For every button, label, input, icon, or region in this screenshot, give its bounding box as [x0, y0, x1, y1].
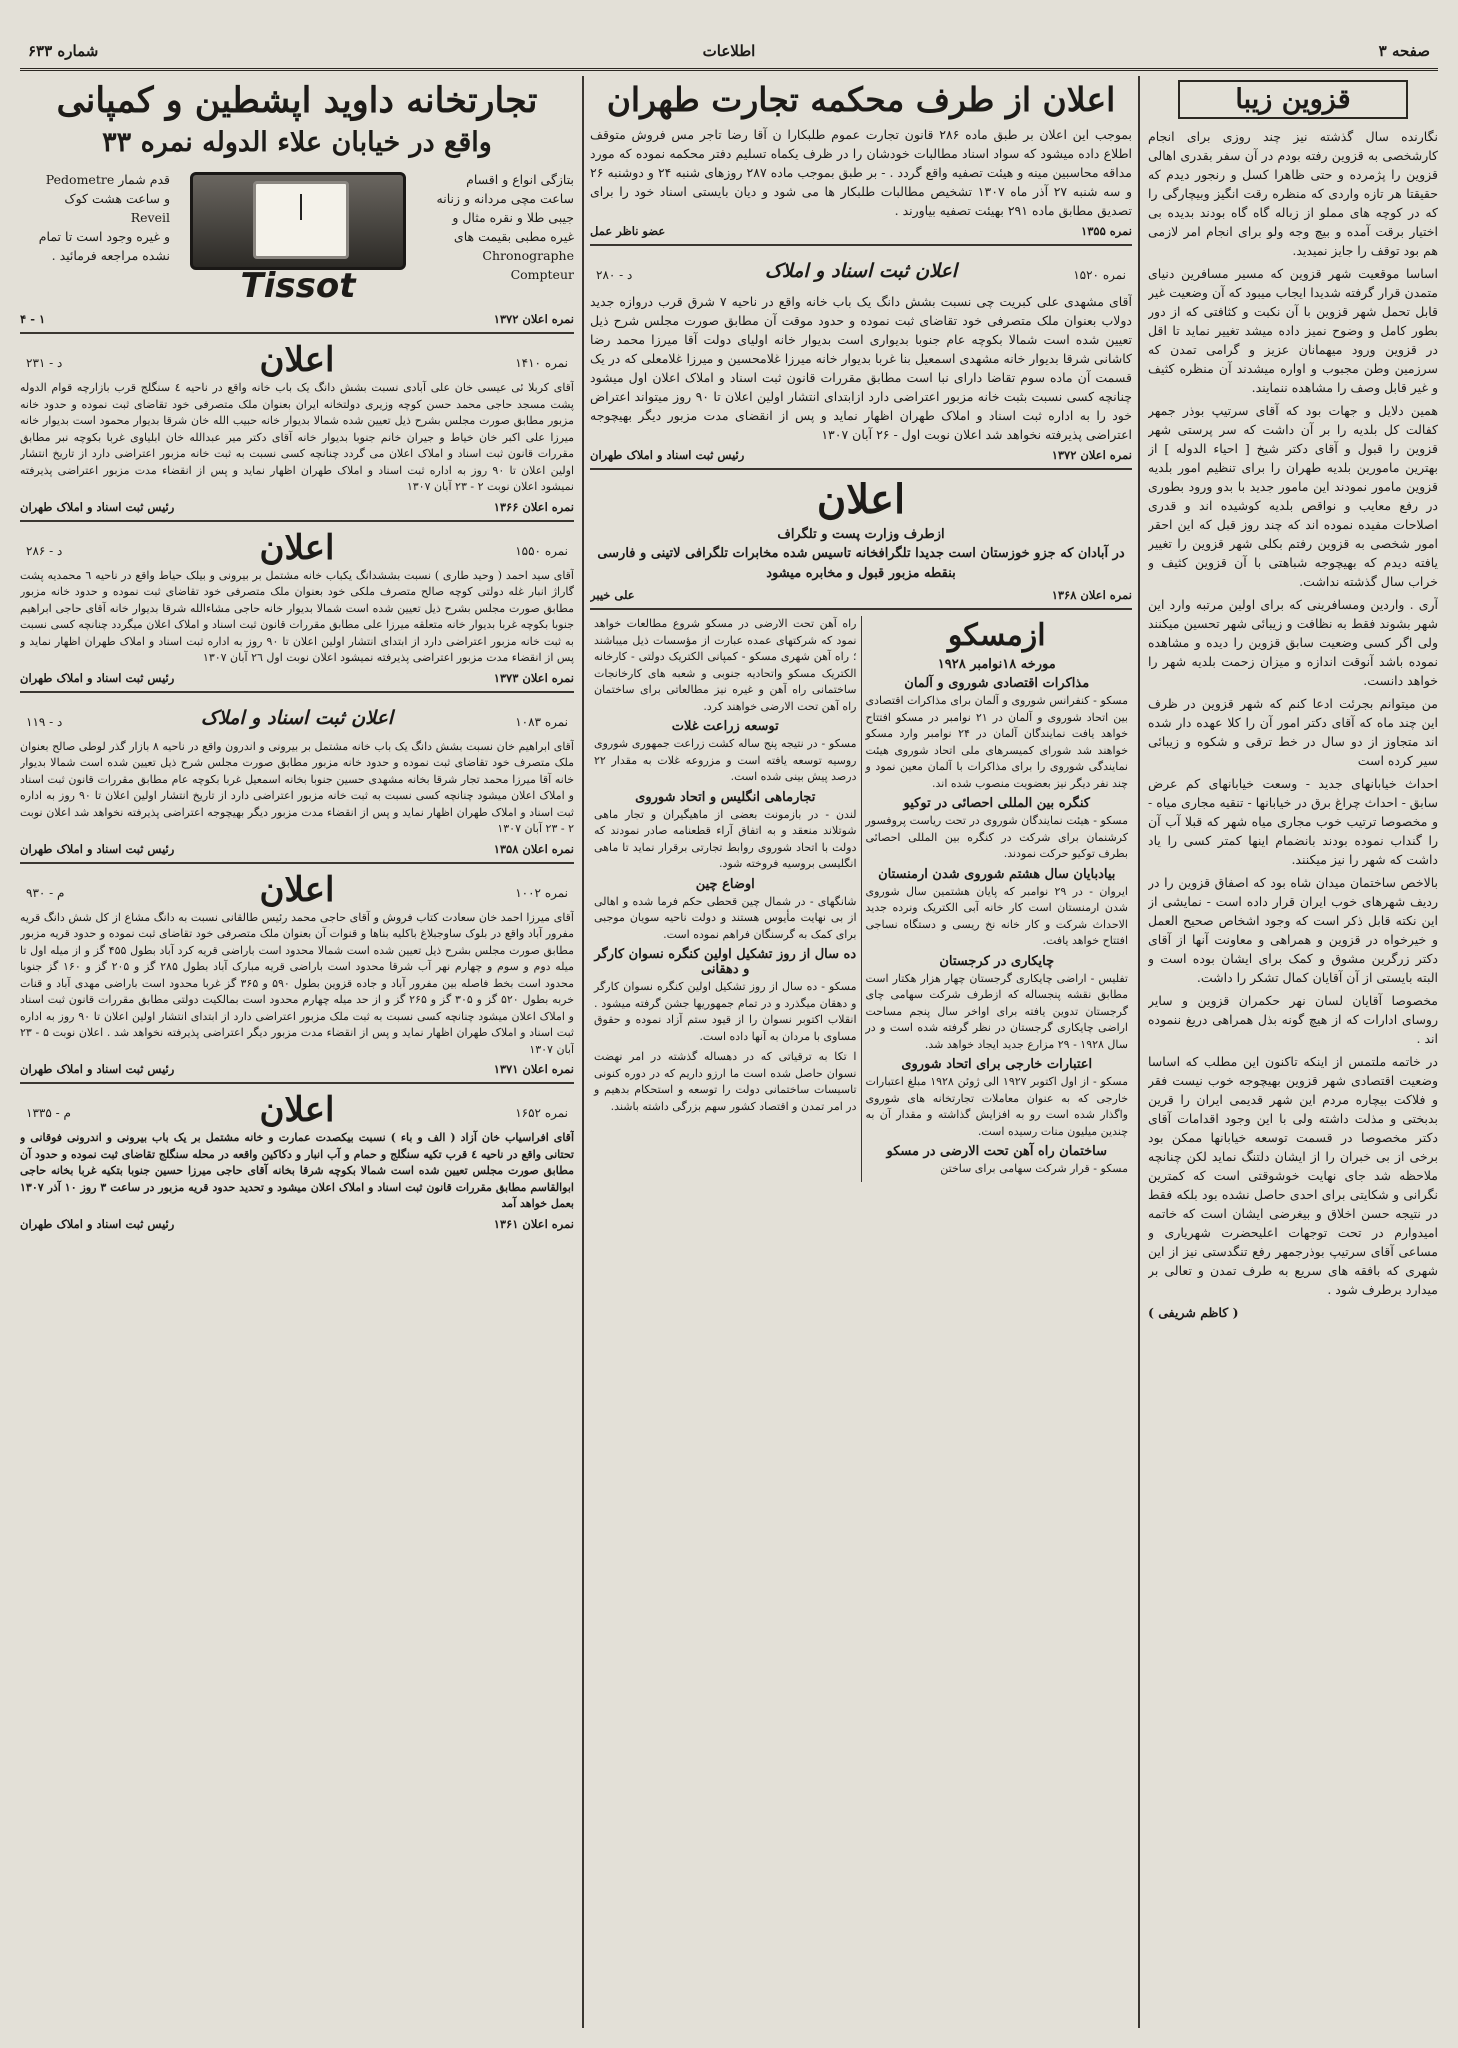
paper-name: اطلاعات	[702, 42, 756, 60]
moscow-news-title: ازمسکو	[947, 618, 1046, 653]
ad-signature	[20, 1062, 574, 1076]
telegraph-ad-title: اعلان	[816, 476, 906, 523]
ad-number-footer: نمره اعلان ۱۳۷۳	[493, 670, 574, 685]
watch-face-icon	[253, 181, 349, 259]
news-heading: ساختمان راه آهن تحت الارضی در مسکو	[886, 1144, 1108, 1159]
divider	[20, 691, 574, 693]
news-text: راه آهن تحت الارضی در مسکو شروع مطالعات خواهد نمود که شرکتهای عمده عبارت از مؤسسات ذیل میباشند ؛ راه آهن شهری مسکو - کمپانی الکتریک دولتی - کارخانه الکتریک مسکو واتحادیه جنوبی و شعبه های کارخانجات ساختمانی راه آهن و غیره نیز مطالعاتی برای ساختمان راه آهن تحت الارضی خواهند کرد.	[594, 617, 857, 713]
author-signature: ( کاظم شریفی )	[1148, 1305, 1239, 1320]
news-text: لندن - در بازمونت بعضی از ماهیگیران و تجار ماهی شوتلاند منعقد و به اتفاق آراء قطعنامه صادر نمودند که دولت با اتحاد شوروی روابط تجارتی برقرار نماید تا ماهی انگلیسی بروسیه فروخته شود.	[594, 807, 857, 870]
tribunal-ad-body: بموجب این اعلان بر طبق ماده ۲۸۶ قانون تجارت عموم طلبکارا ن آقا رضا تاجر مس فروش متوقف اطلاع داده میشود که سواد اسناد مطالبات خودشان را در ظرف یکماه تسلیم دفتر محکمه نموده که مورد مداقه محاسبین مینه و هیئت تصفیه واقع گردد . - بر طبق بموجب ماده ۲۸۷ روزهای شنبه ۲۴ و دوشنبه ۲۶ و سه شنبه ۲۷ آذر ماه ۱۳۰۷ تشخیص مطالبات طلبکار ها می شود و دیان بایستی اسناد خود را برای تصدیق مطابق ماده ۲۹۱ بهیئت تصفیه بیاورند .	[590, 127, 1132, 218]
ad-number: نمره ۱۶۵۲	[515, 1106, 568, 1120]
ad-heading: اعلان	[259, 340, 335, 380]
registry-ad	[20, 699, 574, 856]
ad-number: نمره ۱۴۱۰	[515, 356, 568, 370]
ad-heading: اعلان	[259, 869, 335, 910]
ad-code: د - ۲۳۱	[26, 356, 63, 370]
news-text: مسکو - کنفرانس شوروی و آلمان برای مذاکرات اقتصادی بین اتحاد شوروی و آلمان در ۲۱ نوامبر در مسکو افتتاح خواهد یافت نمایندگان آلمان در ۲۴ نوامبر وارد مسکو خواهند شد شورای کمیسرهای ملی اتحاد شوروی هیئت نمایندگی شوروی را برای مذاکرات با آلمان معین نمود و چند نفر دیگر نیز بعضویت منصوب شده اند.	[865, 694, 1128, 790]
paragraph: نگارنده سال گذشته نیز چند روزی برای انجام کارشخصی به قزوین رفته بودم در آن سفر بقدری اهالی قزوین را پژمرده و حتی ظاهرا کسل و رنجور دیدم که حقیقتا هر تازه واردی که منظره رقت انگیز وبیچارگی را که در کوچه های مملو از زباله گاه گاه بودند بدیده بی اختیار برقت آمده و بیچ وجه ولو برای انجام امر لازمی هم بود توقف را جایز نمیدید.	[1148, 129, 1438, 258]
ad-code: د - ۱۱۹	[26, 714, 63, 729]
divider	[590, 468, 1132, 470]
brand-compteur: Compteur	[510, 267, 574, 282]
store-ad-subtitle: واقع در خیابان علاء الدوله نمره ۳۳	[102, 127, 492, 158]
news-text: مسکو - از اول اکتوبر ۱۹۲۷ الی ژوئن ۱۹۲۸ مبلغ اعتبارات خارجی که به عنوان معاملات تجارتخانه های شوروی واگذار شده است رو به افزایش گذاشته و مقدار آن به چندین میلیون منات رسیده است.	[865, 1075, 1128, 1138]
ad-number: نمره ۱۵۲۰	[1073, 268, 1126, 282]
registry-ad	[20, 528, 574, 685]
ad-signature	[20, 1217, 574, 1231]
news-heading: مذاکرات اقتصادی شوروی و آلمان	[904, 676, 1090, 691]
ad-signer: رئیس ثبت اسناد و املاک طهران	[20, 670, 175, 685]
news-two-columns	[590, 616, 1132, 1182]
tribunal-ad-signer: عضو ناظر عمل	[590, 224, 666, 238]
watch-ad-left-text	[20, 170, 170, 265]
store-ad-number: نمره اعلان ۱۳۷۲	[493, 312, 574, 326]
tissot-logo: Tissot	[240, 266, 356, 306]
newspaper-page	[20, 18, 1438, 2028]
ad-code: م - ۹۳۰	[26, 885, 65, 900]
moscow-news-dateline: مورخه ۱۸نوامبر ۱۹۲۸	[937, 657, 1056, 672]
ad-number: نمره ۱۰۸۳	[515, 714, 568, 729]
divider	[590, 244, 1132, 246]
ad-number-footer: نمره اعلان ۱۳۷۲	[1051, 448, 1132, 462]
news-text: ا تکا به ترقیاتی که در دهساله گذشته در امر نهضت نسوان حاصل شده است ما ارزو داریم که در دوره کنونی تاسیسات ساختمانی دولت را توسعه و استحکام بدهیم و در امر تمدن و اقتصاد کشور سهم بزرگی داشته باشند.	[594, 1050, 857, 1113]
news-heading: تجارماهی انگلیس و اتحاد شوروی	[635, 789, 816, 805]
news-text: تفلیس - اراضی چایکاری گرجستان چهار هزار هکتار است مطابق نقشه پنجساله که ازطرف شرکت سهامی چای گرجستان تدوین یافته برای اواخر سال پنجم مساحت اراضی چایکاری گرجستان در نظر گرفته شده است و در سال ۱۹۲۸ - ۲۹ مزارع جدید ایجاد خواهد شد.	[865, 971, 1128, 1051]
news-heading: بیادبایان سال هشتم شوروی شدن ارمنستان	[878, 866, 1116, 882]
store-ad-footer	[20, 312, 574, 326]
ad-heading: اعلان	[259, 1090, 335, 1130]
divider	[20, 1082, 574, 1084]
ad-signer: رئیس ثبت اسناد و املاک طهران	[20, 499, 175, 514]
paragraph: من میتوانم بجرئت ادعا کنم که شهر قزوین در ظرف این چند ماه که آقای دکتر امور آن را کلا عهده دار شده اند متجاوز از دو سال در خط ترقی و شکوه و زیبائی سیر کرده است	[1148, 696, 1438, 768]
masthead	[20, 18, 1438, 71]
ad-signer: رئیس ثبت اسناد و املاک طهران	[20, 1062, 175, 1076]
right-column	[1148, 76, 1438, 2028]
news-text: مسکو - هیئت نمایندگان شوروی در تحت ریاست پروفسور کرشنمان برای شرکت در کنگره بین المللی احصائی بطرف توکیو حرکت نمودند.	[865, 814, 1128, 860]
registry-ad-body: آقای مشهدی علی کبریت چی نسبت بشش دانگ یک باب خانه واقع در ناحیه ۷ شرق قرب دروازه جدید دولاب بعنوان ملک متصرفی خود تقاضای ثبت نموده و حدود موقت آن مطابق صورت مجلس شرح ذیل تعیین شده است شمالا بکوچه عام جنوبا بدیواری است بدیوار خانه اولیای دولت آقا میرزا محمد رضا کاشانی شرقا بدیوار خانه مشهدی اسمعیل بنا غربا بدیوار خانه میرزا غلامحسین و میرزا غلامعلی که در یک قسمت آن ماده سوم تقاضا دارای نبا است مطابق مقررات قانون ثبت اسناد و املاک اعلان اول میشود چنانچه کسی نسبت بثبت خانه مزبور اعتراضی دارد ازابتدای انتشار اولین اعلان تا ۹۰ روز میتواند اعتراض خود را به اداره ثبت اسناد و املاک طهران اظهار نماید و پس از انقضای مدت مزبور دیگر بهیچوجه اعتراضی پذیرفته نخواهد شد اعلان نوبت اول - ۲۶ آبان ۱۳۰۷	[590, 294, 1132, 442]
news-heading: توسعه زراعت غلات	[671, 719, 779, 734]
watch-ad-right-text	[434, 170, 574, 284]
ad-signature	[20, 671, 574, 685]
store-ad-code: ۱ - ۴	[20, 312, 46, 326]
watch-ad-description: بتازگی انواع و اقسام ساعت مچی مردانه و زنانه جیبی طلا و نقره مثال و غیره مطبی بقیمت های	[436, 172, 574, 244]
ad-header	[20, 1090, 574, 1130]
news-heading: چایکاری در کرجستان	[939, 953, 1055, 969]
ad-signer: رئیس ثبت اسناد و املاک طهران	[20, 1216, 175, 1231]
paragraph: اساسا موقعیت شهر قزوین که مسیر مسافرین دنیای متمدن قرار گرفته شدیدا ایجاب میبود که آن وضعیت غیر قابل تحمل شهر قزوین با آن نکبت و کثافتی که از دور بطور کامل و وضوح نمیز داده میشد تغییر نماید تا اقل در قزوین ورود میهمانان عزیز و گرامی تمدن که سرزمین وطن مجبوب و اواره میشدند آن منظره کثیف و غیر قابل وصف را مشاهده ننمایند.	[1148, 266, 1438, 395]
store-ad-title: تجارتخانه داوید اپشطین و کمپانی	[56, 80, 538, 121]
center-column	[590, 76, 1132, 2028]
tribunal-ad-title: اعلان از طرف محکمه تجارت طهران	[606, 80, 1116, 119]
news-heading: کنگره بین المللی احصائی در توکیو	[903, 796, 1090, 811]
ad-number-footer: نمره اعلان ۱۳۶۱	[493, 1216, 574, 1231]
brand-pedometre: Pedometre	[45, 172, 115, 187]
ad-signature	[20, 842, 574, 856]
watch-ad-closing: و غیره وجود است تا تمام نشده مراجعه فرمائید .	[38, 229, 170, 263]
divider	[20, 332, 574, 334]
ad-header	[20, 870, 574, 910]
ad-body: آقای کربلا ئی عیسی خان علی آبادی نسبت بشش دانگ یک باب خانه واقع در ناحیه ٤ سنگلج قرب بازارچه قوام الدوله پشت مسجد حاجی محمد حسن کوچه وزیری دولتخانه ایران بعنوان ملک متصرفی خود تقاضای ثبت نموده و حدود خانه مزبور مطابق صورت مجلس بشرح ذیل تعیین شده شمالا بدیوار خانه حبیب الله خان شرقا بدیوار محمود است بدیوار خانه میرزا علی اکبر خان خیاط و جیران خانم جنوبا بدیوار خانه آقای دکتر میر عبدالله خان ابلیاوی غربا بکوچه نبر مطابق مقررات قانون ثبت اسناد و املاک اعلان می گردد چنانچه کسی نسبت به ثبت خانه مزبور اعتراضی دارد از تاریخ انتشار اولین اعلان تا ۹۰ روز به اداره ثبت اسناد و املاک طهران اظهار نماید و پس از انقضاء مدت مزبور اعتراضی پذیرفته نمیشود اعلان نوبت ۲ - ۲۳ آبان ۱۳۰۷	[20, 381, 574, 493]
paragraph: همین دلایل و جهات بود که آقای سرتیپ بوذر جمهر کفالت کل بلدیه را بر آن داشت که سر پرستی شهر قزوین را قبول و آقای دکتر شیخ [ احیاء الدوله ] از بهترین مامورین بلدیه طهران را برای تنظیم امور بلدیه قزوین مامور نمودند این مامور جدید با بدو ورود بطوری در رفع معایب و نواقص بلدیه کوشیده اند و قدری اصلاحات مفیده نموده اند که چند روز قبل که این احقر امور شخصی به قزوین رفتم بکلی شهر قزوین را تغییر یافته دیدم که بهیچوجه شباهتی با آن قزوین کثیف و خراب سال گذشته نداشت.	[1148, 403, 1438, 589]
paragraph: در خاتمه ملتمس از اینکه تاکنون این مطلب که اساسا وضعیت اقتصادی شهر قزوین بهیچوجه خوب نیست فقر و فلاکت بیچاره مردم این شهر قدیمی ایران را قرین بدبختی و مذلت داشته ولی با این وجود اقدامات آقای دکتر مخصوصا در قسمت توسعه خیابانها ممکن بود برخی از بی خبران را از ایشان دلتنگ نماید لکن چنانچه ملاحظه شد جای نهایت خوشوقتی است که کمترین نگرانی و شکایتی برای احدی حاصل نشده بود بلکه فقط در نتیجه حسن اخلاق و بیغرضی ایشان است که خاتمه امیدوارم در تحت توجهات اعلیحضرت شهریاری و مساعی آقای سرتیپ بوذرجمهر رفع تنگدستی نیز از این شهری که بافقه های سریع به طرف تمدن و تعالی بر میدارد برطرف شود .	[1148, 1054, 1438, 1297]
divider	[590, 608, 1132, 610]
divider	[20, 520, 574, 522]
news-text: شانگهای - در شمال چین قحطی حکم فرما شده و اهالی از بی نهایت مأیوس هستند و دولت ناحیه سویان موجبی برای کمک به گرسنگان فراهم نموده است.	[594, 894, 857, 941]
registry-ad	[20, 340, 574, 514]
registry-ad	[20, 1090, 574, 1231]
ad-heading: اعلان ثبت اسناد و املاک	[764, 260, 958, 282]
news-text: مسکو - قرار شرکت سهامی برای ساختن	[940, 1162, 1128, 1175]
ad-header	[20, 699, 574, 739]
ad-signer: رئیس ثبت اسناد و املاک طهران	[590, 448, 745, 462]
ad-header	[20, 340, 574, 380]
ad-signature	[20, 500, 574, 514]
news-heading: ده سال از روز تشکیل اولین کنگره نسوان کارگر و دهقانی	[594, 947, 857, 977]
news-heading: اعتبارات خارجی برای اتحاد شوروی	[901, 1057, 1093, 1072]
ad-body: آقای میرزا احمد خان سعادت کتاب فروش و آقای حاجی محمد رئیس طالقانی نسبت به دانگ مشاع از کل شش دانگ قریه مفرور آباد واقع در بلوک ساوجبلاغ باکلیه بناها و قنوات آن بعنوان ملک متصرفی خود تقاضای ثبت نموده و حدود قریه مزبور مطابق صورت مجلس بشرح ذیل تعیین شده است شمالا محدود است باراضی قریه کرد آباد بطول ۴۵۵ گز و از میله اول تا میله دوم و سوم و چهارم نهر آب شرقا محدود است باراضی قریه مبارک آباد بطول ۲۸۵ گز و ۲۰۵ گز و ۱۶۰ گز جنوبا محدود است بخط فاصله بین مفرور آباد و جاده قزوین بطول ۵۹۰ و ۳۶۵ گز غربا محدود است باراضی مهدی آباد و قنات خربه بطول ۵۲۰ گز و ۳۰۵ گز و ۲۶۵ گز و از حد میله چهارم محدود است بمالکیت دولتی مطابق مقررات قانون ثبت اسناد و املاک اعلان میشود چنانچه کسی نسبت به ثبت ملک مزبور اعتراضی دارد از ابتدای انتشار اولین اعلان تا ۹۰ روز به اداره ثبت اسناد و املاک طهران اظهار نماید و پس از انقضاء مدت مزبور دیگر اعتراضی پذیرفته نخواهد شد . اعلان نوبت ۵ - ۲۳ آبان ۱۳۰۷	[20, 910, 574, 1056]
ad-body: آقای سید احمد ( وحید طاری ) نسبت بششدانگ یکباب خانه مشتمل بر بیرونی و بیلک حیاط واقع در ناحیه ٦ محمدیه پشت گاراژ انبار غله دولتی کوچه صالح متصرف ملکی خود بعنوان ملک متصرفی خود تقاضای ثبت نموده و حدود خانه مزبور مطابق صورت مجلس بشرح ذیل تعیین شده است شمالا بدیوار خانه حاجی مشاءالله شرقا بدیوار خانه آقای حاجی ابراهیم جنوبا بکوچه غربا بدیوار خانه متعلقه میرزا علی مطابق مقررات قانون ثبت اسناد و املاک اعلان میگردد چنانچه کسی نسبت به ثبت خانه مزبور اعتراضی دارد از ابتدای انتشار اولین اعلان تا ۹۰ روز به اداره ثبت اسناد و املاک طهران اظهار نماید و پس از انقضاء مدت مزبور اعتراضی پذیرفته نمیشود اعلان نوبت اول ۲٦ آبان ۱۳۰۷	[20, 568, 574, 664]
ad-body: آقای ابراهیم خان نسبت بشش دانگ یک باب خانه مشتمل بر بیرونی و اندرون واقع در ناحیه ۸ بازار گذر لوطی صالح بعنوان ملک متصرف خود تقاضای ثبت نموده و حدود خانه مزبور مطابق صورت مجلس شرح ذیل تعیین شده است شمالا بدیوار خانه آقا میرزا محمد تجار شرقا بخانه مشهدی حسین جنوبا بخانه اسمعیل غربا بکوچه عام مطابق مقررات قانون ثبت اسناد و املاک اعلان میشود چنانچه کسی نسبت به ثبت خانه مزبور اعتراضی دارد از تاریخ انتشار اولین اعلان تا ۹۰ روز به اداره ثبت اسناد و املاک طهران اظهار نماید و پس از انقضاء مدت مزبور دیگر بهیچوجه اعتراضی پذیرفته نخواهد شد اعلان نوبت ۲ - ۲۳ آبان ۱۳۰۷	[20, 739, 574, 835]
ad-number-footer: نمره اعلان ۱۳۵۸	[493, 841, 574, 856]
telegraph-ad-body: در آبادان که جزو خوزستان است جدیدا تلگرافخانه تاسیس شده مخابرات تلگرافی لاتینی و فارسی بنقطه مزبور قبول و مخابره میشود	[597, 546, 1125, 581]
ad-header	[20, 528, 574, 568]
tribunal-ad-signature	[590, 224, 1132, 238]
ad-code: د - ۲۸۰	[596, 268, 633, 282]
ad-body: آقای افراسیاب خان آزاد ( الف و باء ) نسبت بیکصدت عمارت و خانه مشتمل بر یک باب بیرونی و اندرونی فوقانی و تحتانی واقع در ناحیه ٤ قرب تکیه سنگلج و حمام و آب انبار و دکاکین واقعه در محله سنگلج تقاضای ثبت نموده و حدود آن مطابق صورت مجلس تعیین شده است شمالا بکوچه شرقا بخانه آقای حاجی میرزا حسین جنوبا بتکیه غربا بخانه حاجی ابوالقاسم مطابق مقررات قانون ثبت اسناد و املاک اعلان میشود و تحدید حدود قریه مزبور در ساعت ۳ روز ۱۰ آذر ۱۳۰۷ بعمل خواهد آمد	[20, 1131, 574, 1210]
moscow-news	[862, 616, 1133, 1182]
issue-number: شماره ۶۳۳	[28, 42, 99, 60]
article-title-qazvin: قزوین زیبا	[1178, 80, 1408, 119]
watch-advertisement	[20, 160, 574, 310]
telegraph-ad-signer: علی خیبر	[590, 588, 635, 602]
ad-number: نمره ۱۰۰۲	[515, 885, 568, 900]
column-rule-left	[582, 76, 584, 2028]
column-rule-right	[1138, 76, 1140, 2028]
ad-code: م - ۱۳۳۵	[26, 1106, 71, 1120]
telegraph-ad-number: نمره اعلان ۱۳۶۸	[1051, 588, 1132, 602]
news-heading: اوضاع چین	[695, 876, 755, 892]
article-body-qazvin	[1148, 127, 1438, 1322]
ad-heading: اعلان ثبت اسناد و املاک	[200, 706, 394, 729]
ad-signer: رئیس ثبت اسناد و املاک طهران	[20, 841, 175, 856]
paragraph: بالاخص ساختمان میدان شاه بود که اصفاق قزوین را در ردیف شهرهای خوب ایران قرار داده است - نمایشی از این نکته قابل ذکر است که وجود اشخاص صحیح العمل و خیرخواه در قزوین و همراهی و معاونت آنها از آقای دکتر زرگرین مشوق و کمک برای ایشان بوده است و البته بایستی از آن آقایان کمال تشکر را داشت.	[1148, 875, 1438, 985]
registry-ad-header	[590, 252, 1132, 292]
registry-ad	[20, 870, 574, 1077]
brand-reveil: Reveil	[130, 210, 170, 225]
watch-illustration	[170, 162, 426, 312]
ad-code: د - ۲۸۶	[26, 543, 63, 558]
ad-number-footer: نمره اعلان ۱۳۶۶	[493, 499, 574, 514]
ad-number-footer: نمره اعلان ۱۳۷۱	[493, 1062, 574, 1076]
registry-ad-signature	[590, 448, 1132, 462]
page-number: صفحه ۳	[1378, 42, 1430, 60]
pedometer-label: قدم شمار	[118, 172, 170, 187]
divider	[20, 862, 574, 864]
left-column	[20, 76, 574, 2028]
news-text: ایروان - در ۲۹ نوامبر که پایان هشتمین سال شوروی شدن ارمنستان است کار خانه آبی الکتریک ونرده جدید الاحداث شرکت و کار خانه نخ ریسی و دستگاه نساجی افتتاح خواهد یافت.	[865, 884, 1128, 947]
news-text: مسکو - در نتیجه پنج ساله کشت زراعت جمهوری شوروی روسیه توسعه یافته است و مزروعه غلات به مقدار ۲۲ درصد پیش بینی شده است.	[594, 737, 857, 783]
ad-heading: اعلان	[259, 527, 335, 568]
tribunal-ad-number: نمره ۱۳۵۵	[1081, 224, 1132, 238]
paragraph: آری . واردین ومسافرینی که برای اولین مرتبه وارد این شهر بشوند فقط به نظافت و زیبائی شهر تحسین میکنند ولی اگر کسی وضعیت سابق قزوین را دیده و مشاهده نموده باشد آنوقت اندازه و میزان زحمت بلدیه شهر را خواهد دانست.	[1148, 597, 1438, 688]
ad-number: نمره ۱۵۵۰	[515, 543, 568, 558]
telegraph-ad-subtitle: ازطرف وزارت پست و تلگراف	[777, 527, 945, 542]
news-text: مسکو - ده سال از روز تشکیل اولین کنگره نسوان کارگر و دهقان میگذرد و در تمام جمهوریها جشن گرفته میشود . انقلاب اکتوبر نسوان را از قیود ستم آزاد نموده و حقوق مساوی با مردان به آنها داده است.	[594, 980, 857, 1043]
alarm-label: و ساعت هشت کوک	[64, 191, 170, 206]
brand-chronographe: Chronographe	[482, 248, 574, 263]
telegraph-ad-signature	[590, 588, 1132, 602]
wristwatch-icon	[190, 172, 406, 270]
paragraph: مخصوصا آقایان لسان نهر حکمران قزوین و سایر روسای ادارات که از هیچ گونه بذل همراهی دریغ ننموده اند .	[1148, 993, 1438, 1046]
world-news	[590, 616, 862, 1182]
paragraph: احداث خیابانهای جدید - وسعت خیابانهای کم عرض سابق - احداث چراغ برق در خیابانها - تنقیه مجاری میاه - و مخصوصا ترتیب خوب مجاری میاه شهر که قبلا آب آن را گنداب نموده بودند بانضمام اینها کمتر کسی را یاد داشت که شهر را نیز میکنند.	[1148, 776, 1438, 867]
